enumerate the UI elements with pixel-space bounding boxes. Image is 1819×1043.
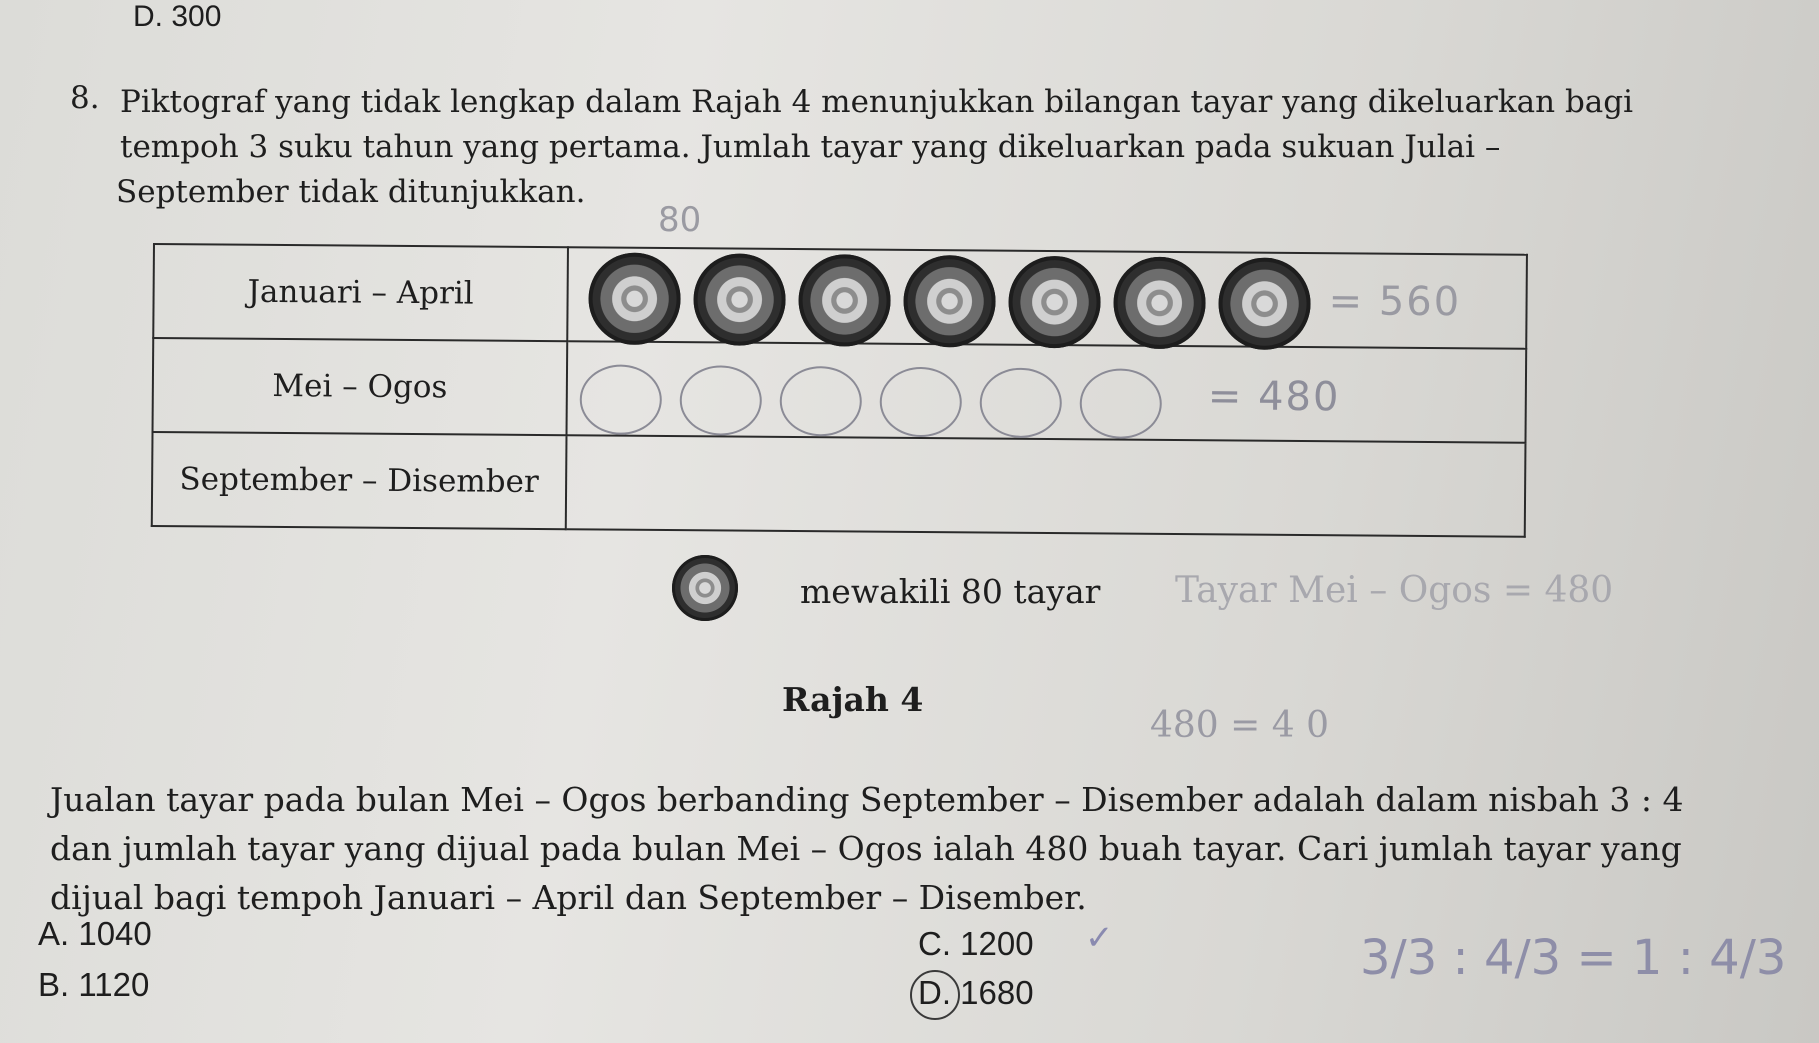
tyre-icon: [903, 255, 996, 348]
handwritten-note-1: Tayar Mei – Ogos = 480: [1175, 570, 1614, 611]
row-januari-april: [153, 244, 1527, 349]
question-number: 8.: [70, 80, 100, 116]
question-line-1: Piktograf yang tidak lengkap dalam Rajah 4 menunjukkan bilangan tayar yang dikeluarkan bagi: [120, 84, 1634, 120]
question-text: [116, 80, 1634, 215]
empty-circle-icon: [580, 364, 663, 435]
option-b[interactable]: B. 1120: [38, 966, 150, 1003]
option-a[interactable]: A. 1040: [38, 915, 152, 952]
row-september-disember: [152, 432, 1526, 537]
question-line-2: tempoh 3 suku tahun yang pertama. Jumlah tayar yang dikeluarkan pada sukuan Julai –: [120, 129, 1501, 165]
circled-option-icon: [910, 970, 960, 1020]
row-icons-september-disember: [566, 435, 1526, 537]
handwritten-480: = 480: [1207, 373, 1341, 421]
tyre-icon: [1008, 256, 1101, 349]
tyre-icon: [588, 252, 681, 345]
tyre-icon: [1113, 257, 1206, 350]
row-icons-januari-april: [567, 247, 1527, 349]
body-line-1: Jualan tayar pada bulan Mei – Ogos berbanding September – Disember adalah dalam nisbah 3 : 4: [50, 780, 1684, 819]
figure-label: Rajah 4: [782, 680, 924, 719]
previous-option-d: D. 300: [133, 0, 222, 33]
empty-circle-icon: [780, 366, 863, 437]
handwritten-note-2: 480 = 4 0: [1150, 705, 1330, 746]
question-body: [50, 775, 1730, 922]
row-icons-mei-ogos: [567, 341, 1527, 443]
row-label-mei-ogos: Mei – Ogos: [153, 338, 568, 435]
tyre-icon: [1218, 257, 1311, 350]
question-line-3: September tidak ditunjukkan.: [116, 174, 586, 210]
pictograph-table: [151, 243, 1528, 538]
empty-circle-icon: [880, 367, 963, 438]
body-line-3: dijual bagi tempoh Januari – April dan September – Disember.: [50, 878, 1087, 917]
legend-text: mewakili 80 tayar: [800, 572, 1101, 611]
row-label-januari-april: Januari – April: [153, 244, 568, 341]
handwritten-80: 80: [658, 200, 702, 240]
row-label-september-disember: September – Disember: [152, 432, 567, 529]
row-mei-ogos: [153, 338, 1527, 443]
check-mark-icon: ✓: [1085, 918, 1114, 958]
empty-circle-icon: [1079, 368, 1162, 439]
legend-tyre-icon: [672, 555, 738, 621]
handwritten-560: = 560: [1328, 278, 1462, 326]
tyre-icon: [693, 253, 786, 346]
option-c[interactable]: C. 1200: [918, 925, 1034, 962]
option-d[interactable]: D. 1680: [918, 974, 1034, 1011]
body-line-2: dan jumlah tayar yang dijual pada bulan Mei – Ogos ialah 480 buah tayar. Cari jumlah tayar yang: [50, 829, 1682, 868]
tyre-icon: [798, 254, 891, 347]
empty-circle-icon: [979, 367, 1062, 438]
handwritten-ratio: 3/3 : 4/3 = 1 : 4/3: [1360, 930, 1787, 986]
empty-circle-icon: [680, 365, 763, 436]
